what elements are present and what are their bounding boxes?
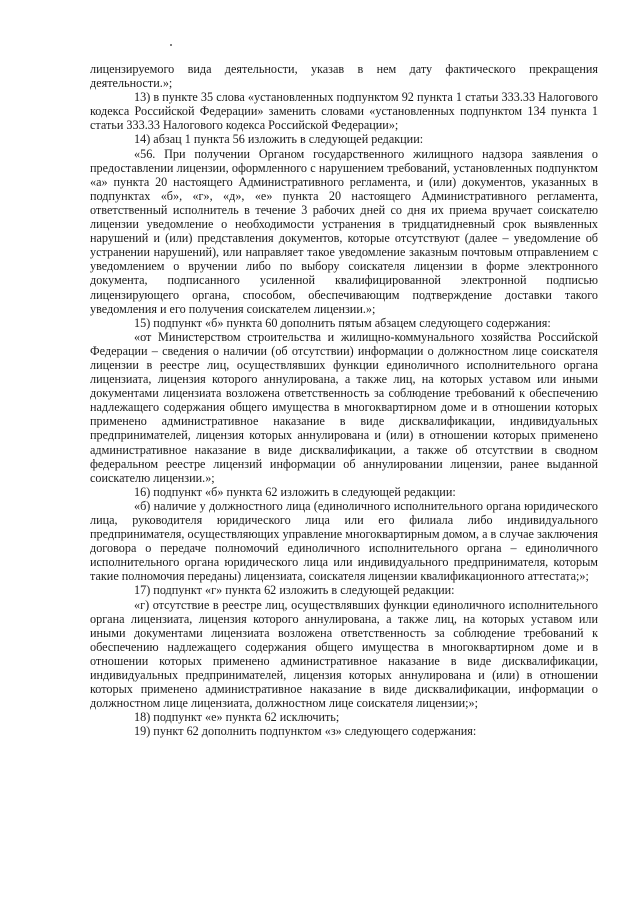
paragraph-item-18: 18) подпункт «е» пункта 62 исключить;	[134, 710, 340, 725]
paragraph-quote-g: «г) отсутствие в реестре лиц, осуществлявших функции единоличного исполнительного органа лицензиата, лицензия которого аннулирована, а также лиц, на которых уставом или иными документами лицензиата возложена ответственность за соблюдение требований к обеспечению надлежащего содержания общего имущества в многоквартирном доме и в отношении которых применено административное наказание в виде дисквалификации, индивидуальных предпринимателей, лицензия которых аннулирована и (или) в отношении которых применено административное наказание в виде дисквалификации, информации о должностном лице лицензиата, должностном лице соискателя лицензии;»;	[90, 597, 598, 711]
paragraph-item-17: 17) подпункт «г» пункта 62 изложить в следующей редакции:	[134, 583, 455, 598]
paragraph-item-15: 15) подпункт «б» пункта 60 дополнить пятым абзацем следующего содержания:	[134, 315, 551, 330]
paragraph-quote-b: «б) наличие у должностного лица (единоличного исполнительного органа юридического лица, руководителя юридического лица или его филиала либо индивидуального предпринимателя, осуществляющих управление многоквартирным домом, а в случае заключения договора о передаче полномочий единоличного исполнительного органа – единоличного исполнительного органа юридического лица или индивидуального предпринимателя, которым такие полномочия переданы) лицензиата, соискателя лицензии квалификационного аттестата;»;	[90, 498, 598, 584]
paragraph-item-19: 19) пункт 62 дополнить подпунктом «з» следующего содержания:	[134, 724, 477, 739]
paragraph-item-16: 16) подпункт «б» пункта 62 изложить в следующей редакции:	[134, 484, 456, 499]
document-page	[90, 62, 598, 739]
paragraph-quote-56: «56. При получении Органом государственного жилищного надзора заявления о предоставлении лицензии, оформленного с нарушением требований, установленных подпунктом «а» пункта 20 настоящего Административного регламента, и (или) документов, указанных в подпунктах «б», «г», «д», «е» пункта 20 настоящего Административного регламента, ответственный исполнитель в течение 3 рабочих дней со дня их приема вручает соискателю лицензии уведомление о необходимости устранения в тридцатидневный срок выявленных нарушений и (или) представления документов, которые отсутствуют (далее – уведомление об устранении нарушений), или направляет такое уведомление заказным почтовым отправлением с уведомлением о вручении либо по выбору соискателя лицензии в форме электронного документа, подписанного усиленной квалифицированной электронной подписью лицензирующего органа, способом, обеспечивающим подтверждение доставки такого уведомления и его получения соискателем лицензии.»;	[90, 146, 598, 316]
paragraph-item-14: 14) абзац 1 пункта 56 изложить в следующей редакции:	[134, 132, 424, 147]
scan-speck	[170, 44, 172, 46]
paragraph-item-13: 13) в пункте 35 слова «установленных подпунктом 92 пункта 1 статьи 333.33 Налогового кодекса Российской Федерации» заменить словами «установленных подпунктом 134 пункта 1 статьи 333.33 Налогового кодекса Российской Федерации»;	[90, 90, 598, 133]
paragraph-continuation: лицензируемого вида деятельности, указав в нем дату фактического прекращения деятельности.»;	[90, 62, 598, 91]
paragraph-quote-ministry: «от Министерством строительства и жилищно-коммунального хозяйства Российской Федерации – сведения о наличии (об отсутствии) информации о должностном лице соискателя лицензии в реестре лиц, осуществлявших функции единоличного исполнительного органа лицензиата, лицензия которого аннулирована, а также лиц, на которых уставом или иными документами лицензиата возложена ответственность за соблюдение требований к обеспечению надлежащего содержания общего имущества в многоквартирном доме и в отношении которых применено административное наказание в виде дисквалификации, индивидуальных предпринимателей, лицензия которых аннулирована и (или) в отношении которых применено административное наказание в виде дисквалификации, а также об отсутствии в сводном федеральном реестре лицензий информации об аннулировании лицензии, ранее выданной соискателю лицензии.»;	[90, 329, 598, 485]
